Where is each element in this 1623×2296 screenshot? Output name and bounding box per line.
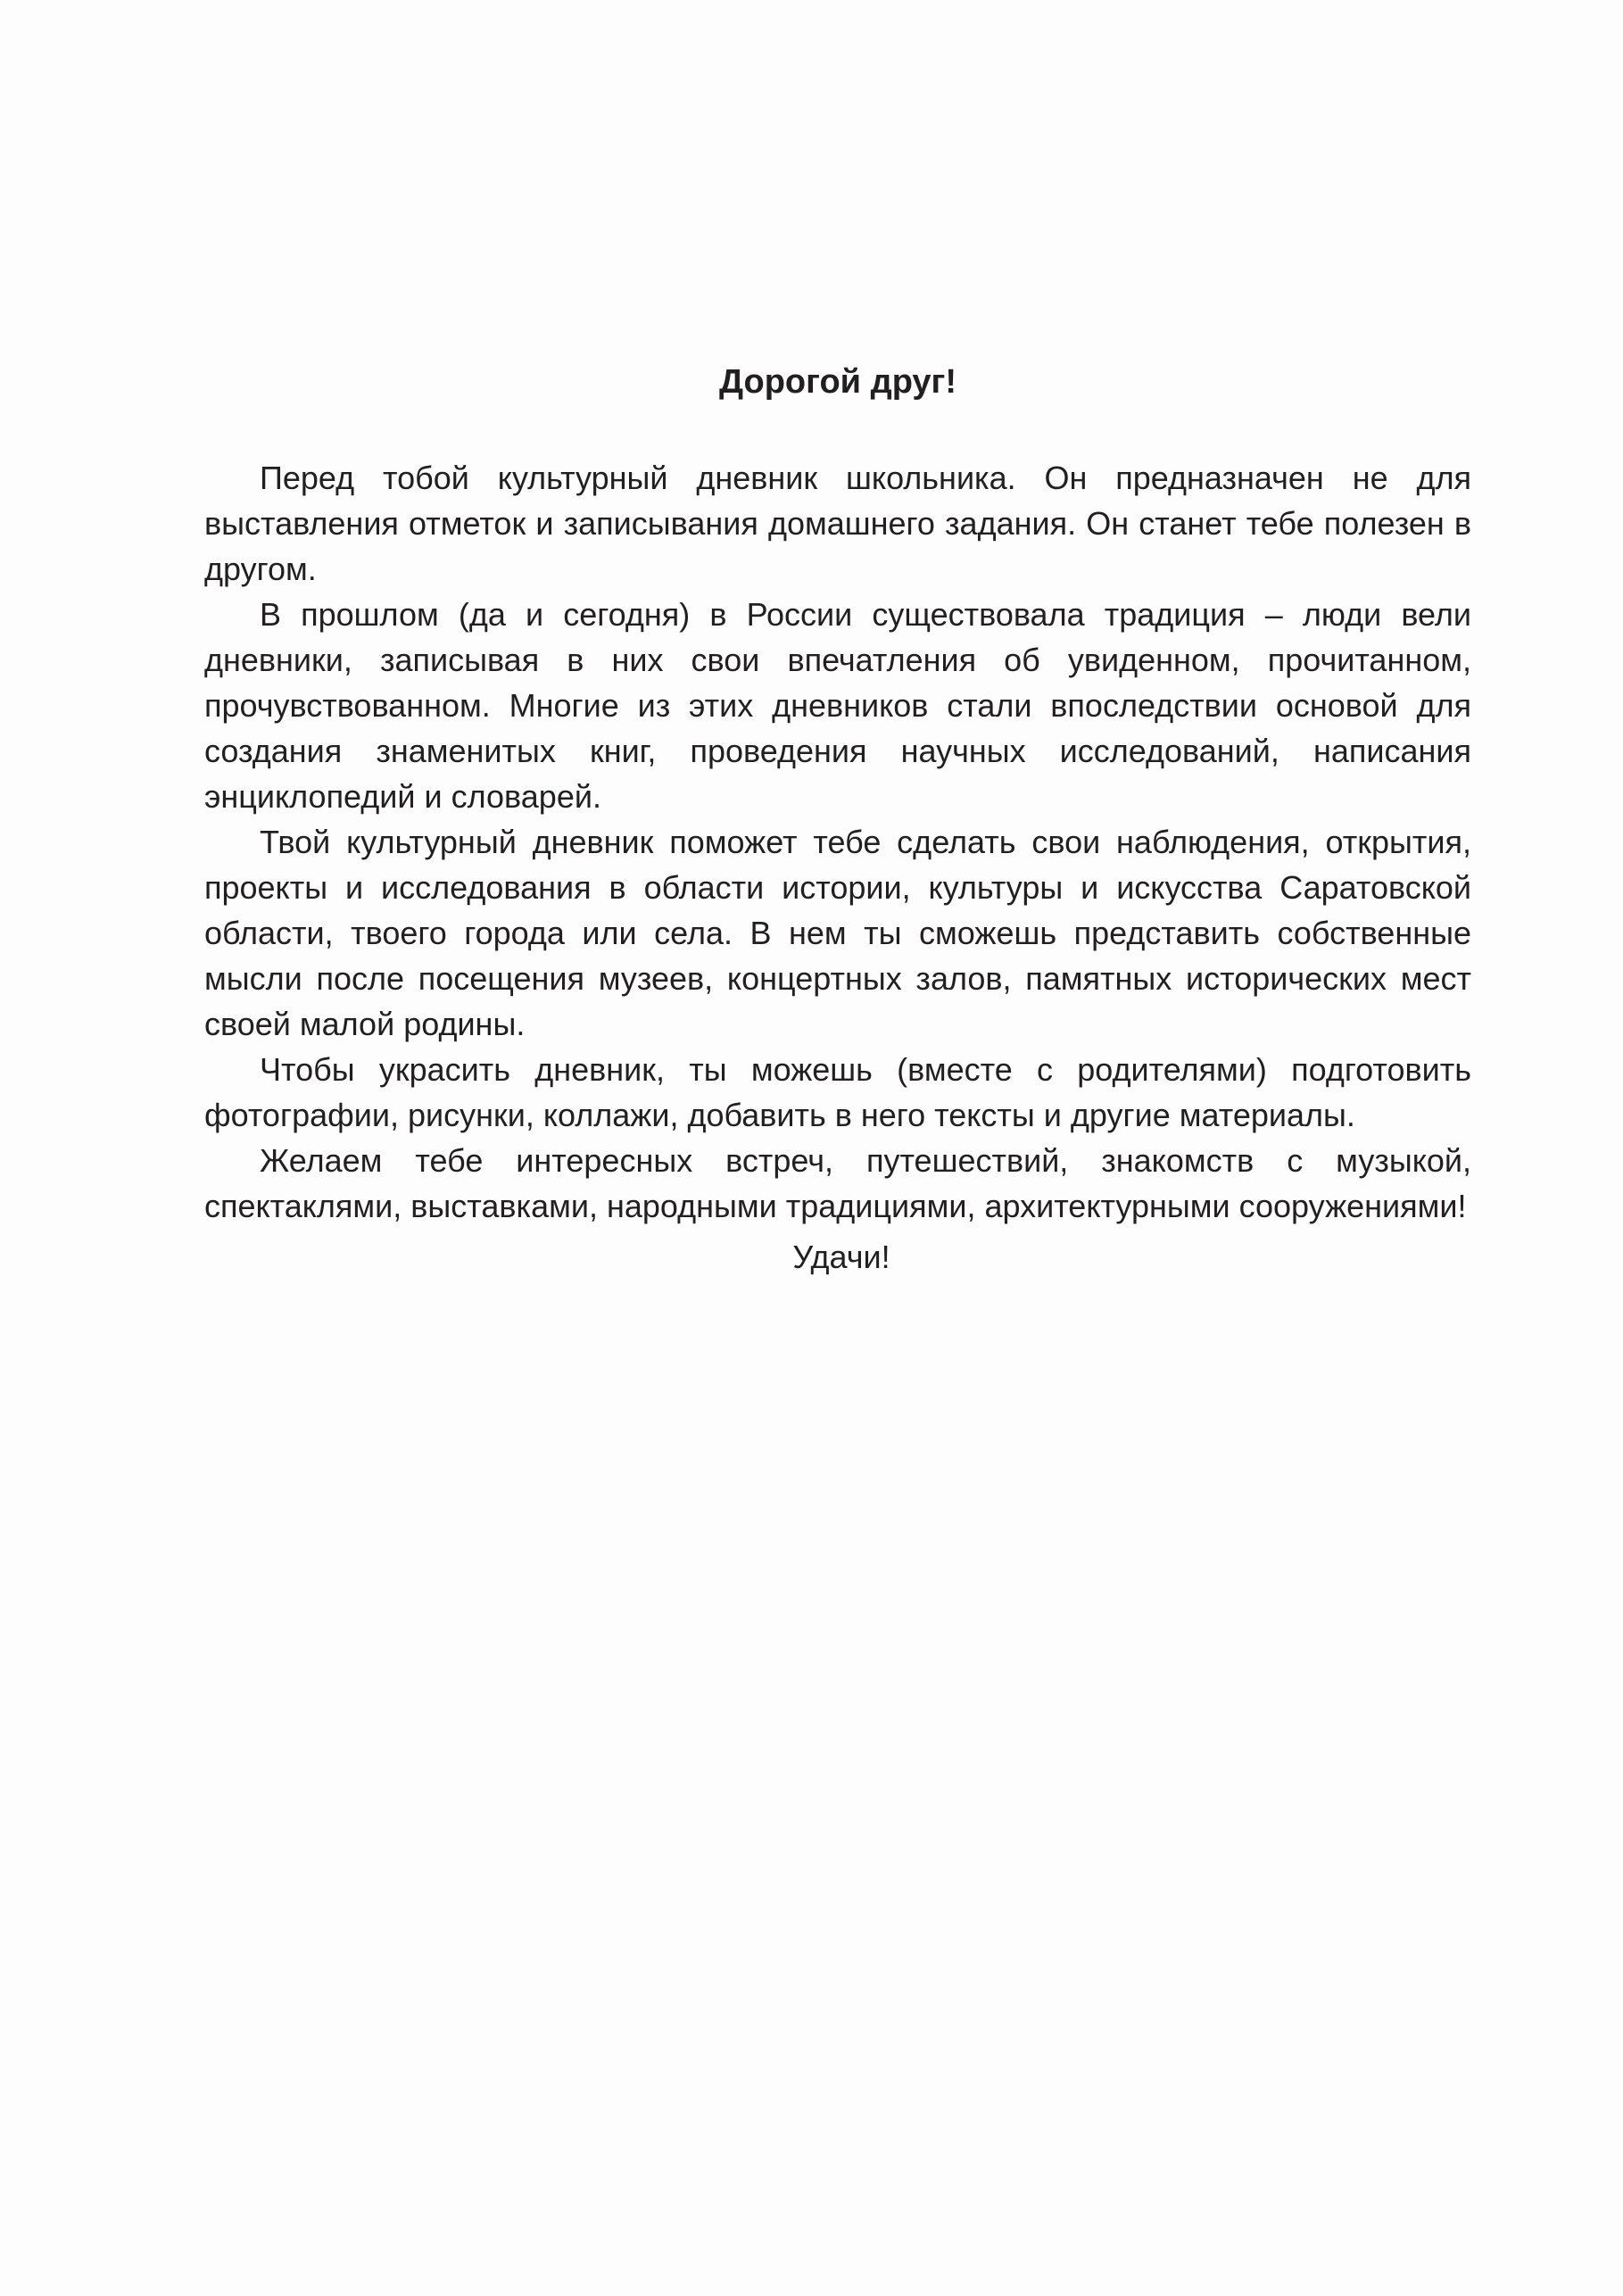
closing-line: Удачи! — [792, 1239, 890, 1275]
letter-body — [204, 359, 1471, 1280]
paragraph: В прошлом (да и сегодня) в России существовала традиция – люди вели дневники, записывая в них свои впечатления об увиденном, прочитанном, прочувствованном. Многие из этих дневников стали впоследствии основой для создания знаменитых книг, проведения научных исследований, написания энциклопедий и словарей. — [204, 596, 1471, 815]
letter-title: Дорогой друг! — [718, 363, 957, 401]
paragraph: Чтобы украсить дневник, ты можешь (вместе с родителями) подготовить фотографии, рисунки, коллажи, добавить в него тексты и другие материалы. — [204, 1051, 1471, 1133]
paragraph: Твой культурный дневник поможет тебе сделать свои наблюдения, открытия, проекты и исследования в области истории, культуры и искусства Саратовской области, твоего города или села. В нем ты сможешь представить собственные мысли после посещения музеев, концертных залов, памятных исторических мест своей малой родины. — [204, 824, 1471, 1042]
paragraph: Желаем тебе интересных встреч, путешествий, знакомств с музыкой, спектаклями, выставками, народными традициями, архитектурными сооружениями! — [204, 1142, 1471, 1224]
paragraph: Перед тобой культурный дневник школьника. Он предназначен не для выставления отметок и записывания домашнего задания. Он станет тебе полезен в другом. — [204, 460, 1471, 587]
